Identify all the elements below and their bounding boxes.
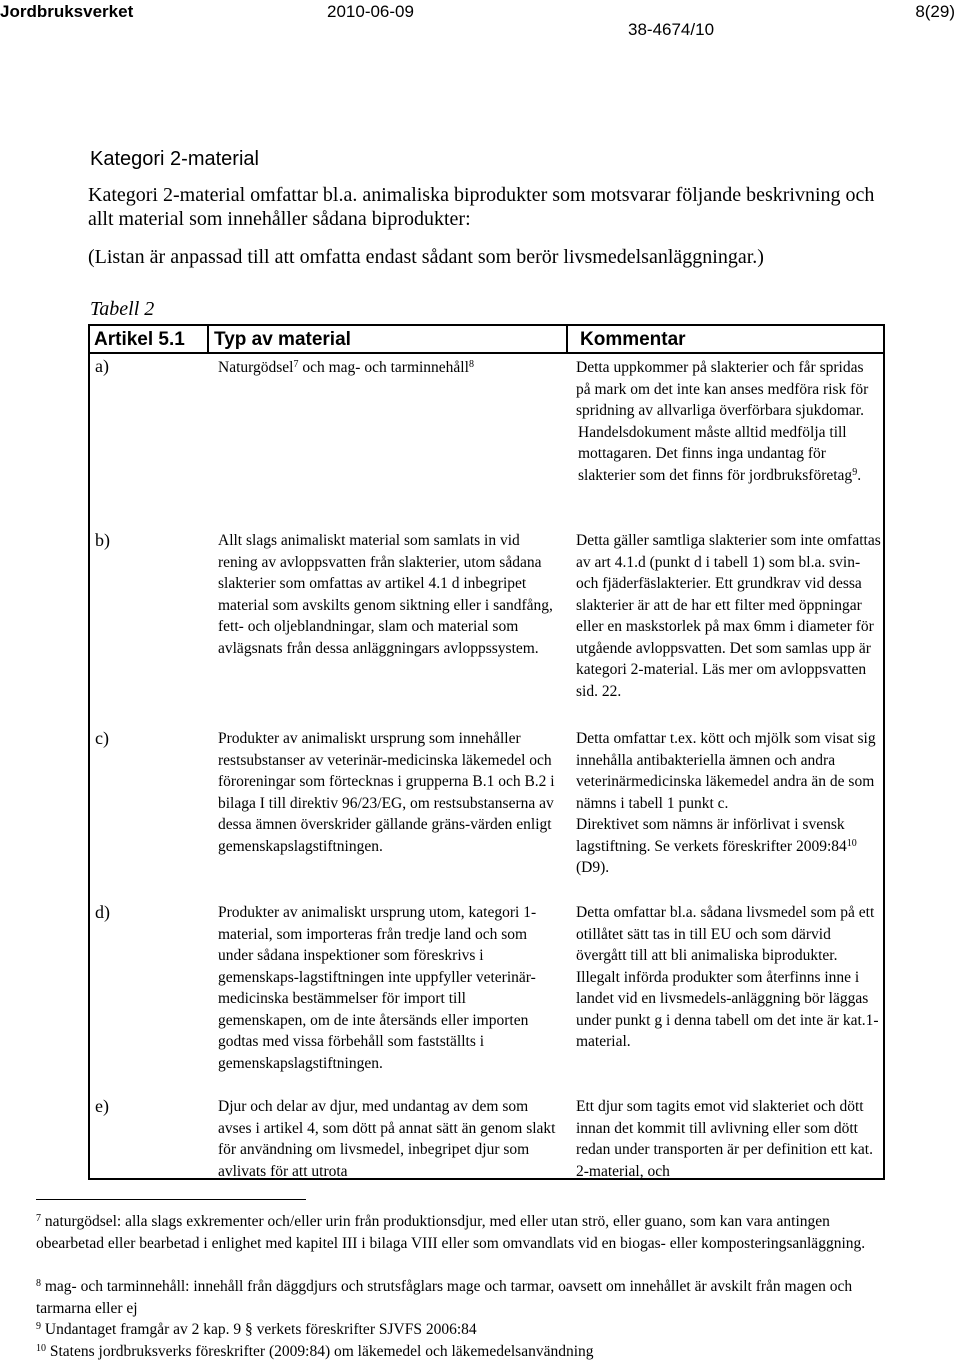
- header-divider: [207, 326, 209, 354]
- footnote-number: 10: [36, 1343, 46, 1354]
- row-label-d: d): [95, 902, 110, 922]
- row-c-type: Produkter av animaliskt ursprung som innehåller restsubstanser av veterinär-medicinska läkemedel och föroreningar som förtecknas i grupperna B.1 och B.2 i bilaga I till direktiv 96/23/EG, om restsubstanserna av dessa ämnen överskrider gällande gräns-värden enligt gemenskapslagstiftningen.: [218, 730, 555, 855]
- scope-note: (Listan är anpassad till att omfatta endast sådant som berör livsmedelsanläggningar.): [88, 246, 764, 268]
- type-text: och mag- och tarminnehåll: [298, 359, 469, 376]
- footnote-text: mag- och tarminnehåll: innehåll från däggdjurs och strutsfåglars mage och tarmar, oavsett om innehållet är avskilt från magen och tarmarna eller ej: [36, 1278, 853, 1317]
- comment-text: [576, 422, 881, 487]
- footnote-number: 7: [36, 1213, 41, 1224]
- row-e-type: Djur och delar av djur, med undantag av dem som avses i artikel 4, som dött på annat sätt än genom slakt för användning om livsmedel, inbegripet djur som avlivats för att utrota: [218, 1098, 556, 1180]
- footnote-ref: 8: [468, 359, 474, 370]
- row-e-comment: Ett djur som tagits emot vid slakteriet och dött innan det kommit till avlivning eller som dött redan under transporten är per definition ett kat. 2-material, och: [576, 1098, 873, 1180]
- footnote-ref: 7: [293, 359, 299, 370]
- comment-text: Handelsdokument måste alltid medfölja till mottagaren. Det finns inga undantag för slakterier som det finns för jordbruksföretag: [578, 423, 853, 484]
- footnote-9: [36, 1319, 876, 1341]
- row-d-type: Produkter av animaliskt ursprung utom, kategori 1-material, som importeras från tredje land och som under sådana inspektioner som föreskrivs i gemenskaps-lagstiftningen inte uppfyller veterinär-medicinska bestämmelser för import till gemenskapen, om de inte återsänds eller importen godtas med vissa förbehåll som fastställts i gemenskapslagstiftningen.: [218, 904, 537, 1072]
- footnote-text: Statens jordbruksverks föreskrifter (2009:84) om läkemedel och läkemedelsanvändning: [46, 1343, 594, 1360]
- reference-number: 38-4674/10: [628, 20, 715, 39]
- comment-text: Detta omfattar bl.a. sådana livsmedel som på ett otillåtet sätt tas in till EU och som därvid övergått till att bli animaliska biprodukter.: [576, 904, 875, 964]
- section-heading: Kategori 2-material: [90, 148, 259, 170]
- header-type: Typ av material: [214, 329, 351, 350]
- footnote-7: [36, 1211, 876, 1254]
- table-caption: Tabell 2: [90, 298, 155, 320]
- footnote-text: naturgödsel: alla slags exkrementer och/eller urin från produktionsdjur, med eller utan strö, eller guano, som kan vara antingen obearbetad eller bearbetad i enlighet med kapitel III i bilaga VIII eller som omvandlats vid en biogas- eller komposteringsanläggning.: [36, 1213, 866, 1252]
- comment-text: Detta uppkommer på slakterier och får spridas på mark om det inte kan anses medföra risk för spridning av allvarliga överförbara sjukdomar.: [576, 359, 869, 419]
- comment-text: [576, 814, 881, 879]
- footnote-separator: [36, 1199, 306, 1200]
- footnote-8: [36, 1276, 876, 1319]
- row-label-c: c): [95, 728, 109, 748]
- header-divider: [566, 326, 568, 354]
- footnote-number: 9: [36, 1321, 41, 1332]
- row-a-comment: [576, 357, 881, 486]
- comment-text: .: [857, 466, 862, 484]
- row-c-comment: [576, 728, 881, 879]
- footnote-ref: 10: [846, 837, 857, 849]
- comment-text: (D9).: [576, 859, 610, 876]
- row-label-e: e): [95, 1096, 109, 1116]
- comment-text: Illegalt införda produkter som återfinns inne i landet vid en livsmedels-anläggning bör läggas under punkt g i denna tabell om det inte är kat.1-material.: [576, 968, 879, 1050]
- footnote-ref: 9: [852, 466, 858, 478]
- comment-text: Detta omfattar t.ex. kött och mjölk som visat sig innehålla antibakteriella ämnen och andra veterinärmedicinska läkemedel andra än de som nämns i tabell 1 punkt c.: [576, 730, 876, 812]
- footnote-text: Undantaget framgår av 2 kap. 9 § verkets föreskrifter SJVFS 2006:84: [41, 1321, 477, 1338]
- header-article: Artikel 5.1: [94, 329, 185, 350]
- document-date: 2010-06-09: [327, 2, 414, 21]
- row-label-b: b): [95, 530, 110, 550]
- row-a-type: [218, 357, 558, 379]
- intro-paragraph: Kategori 2-material omfattar bl.a. animaliska biprodukter som motsvarar följande beskrivning och allt material som innehåller sådana biprodukter:: [88, 184, 875, 230]
- footnote-number: 8: [36, 1278, 41, 1289]
- header-comment: Kommentar: [580, 329, 686, 350]
- footnote-10: [36, 1341, 876, 1363]
- row-label-a: a): [95, 356, 109, 376]
- comment-text: Direktivet som nämns är införlivat i svensk lagstiftning. Se verkets föreskrifter 2009:84: [576, 816, 847, 855]
- material-table: [88, 324, 885, 1180]
- org-name: Jordbruksverket: [0, 2, 134, 21]
- page-number: 8(29): [915, 2, 955, 21]
- row-d-comment: [576, 902, 881, 1053]
- row-b-comment: Detta gäller samtliga slakterier som inte omfattas av art 4.1.d (punkt d i tabell 1) som bl.a. svin- och fjäderfäslakterier. Ett grundkrav vid dessa slakterier är att de har ett filter med öppningar eller en maskstorlek på max 6mm i diameter för utgående avloppsvatten. Det som samlas upp är kategori 2-material. Läs mer om avloppsvatten sid. 22.: [576, 532, 881, 700]
- row-b-type: Allt slags animaliskt material som samlats in vid rening av avloppsvatten från slakterier, utom sådana slakterier som omfattas av artikel 4.1 d inbegripet material som avskilts genom siktning eller i sandfång, fett- och oljeblandningar, slam och material som avlägsnats från dessa anläggningars avloppssystem.: [218, 532, 553, 657]
- type-text: Naturgödsel: [218, 359, 294, 376]
